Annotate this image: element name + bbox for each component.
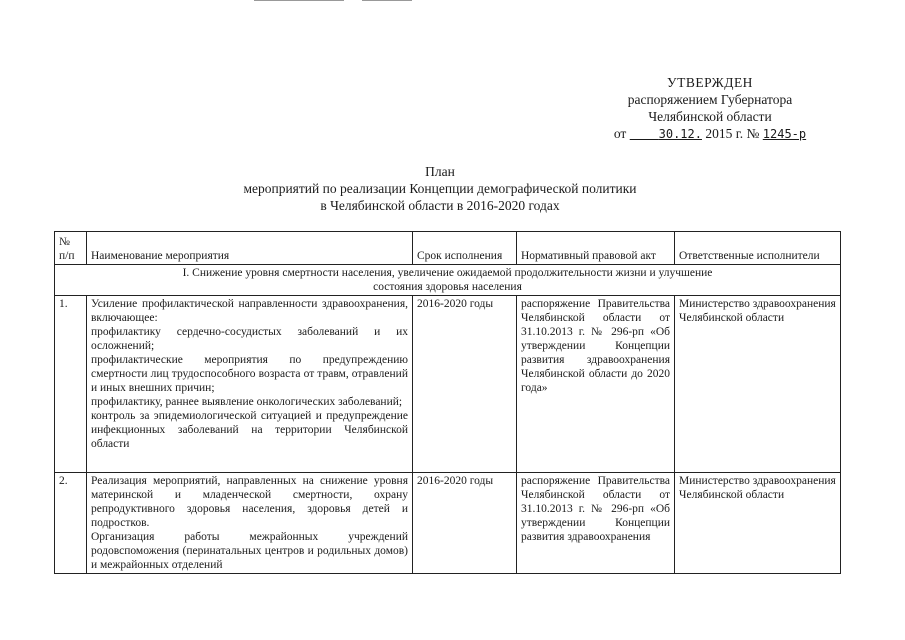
approval-block xyxy=(600,74,820,143)
row-name xyxy=(87,473,413,574)
row-term: 2016-2020 годы xyxy=(413,473,517,574)
row-responsible: Министерство здравоохранения Челябинской области xyxy=(675,296,841,473)
scan-edge-line xyxy=(254,0,344,1)
approval-date-line xyxy=(600,125,820,143)
measure-line: профилактику сердечно-сосудистых заболеваний и их осложнений; xyxy=(91,326,408,352)
table-row xyxy=(55,473,841,574)
row-term: 2016-2020 годы xyxy=(413,296,517,473)
row-name xyxy=(87,296,413,473)
row-responsible: Министерство здравоохранения Челябинской области xyxy=(675,473,841,574)
header-name: Наименование мероприятия xyxy=(87,232,413,265)
date-prefix: от xyxy=(613,126,627,141)
measure-line: профилактические мероприятия по предупреждению смертности лиц трудоспособного возраста от травм, отравлений и иных внешних причин; xyxy=(91,354,408,394)
section-title: I. Снижение уровня смертности населения, увеличение ожидаемой продолжительности жизни и улучшение состояния здоровья населения xyxy=(55,265,841,296)
approval-line-2: Челябинской области xyxy=(648,109,772,124)
scan-edge-line xyxy=(362,0,412,1)
header-act: Нормативный правовой акт xyxy=(517,232,675,265)
section-row xyxy=(55,265,841,296)
date-value: 30.12. xyxy=(658,127,702,141)
measure-line: Усиление профилактической направленности здравоохранения, включающее: xyxy=(91,298,408,324)
row-num: 2. xyxy=(55,473,87,574)
document-number: 1245-р xyxy=(762,127,807,141)
measure-line: контроль за эпидемиологической ситуацией и предупреждение инфекционных заболеваний на территории Челябинской области xyxy=(91,410,408,450)
plan-subtitle-2: в Челябинской области в 2016-2020 годах xyxy=(320,198,560,213)
measure-line: Реализация мероприятий, направленных на снижение уровня материнской и младенческой смертности, охрану репродуктивного здоровья населения, здоровья детей и подростков. xyxy=(91,475,408,529)
table-row xyxy=(55,296,841,473)
row-act: распоряжение Правительства Челябинской области от 31.10.2013 г. № 296-рп «Об утверждении Концепции развития здравоохранения Челябинской области до 2020 года» xyxy=(517,296,675,473)
plan-title: План xyxy=(425,164,455,179)
date-mid: 2015 г. № xyxy=(705,126,760,141)
row-act: распоряжение Правительства Челябинской области от 31.10.2013 г. № 296-рп «Об утверждении Концепции развития здравоохранения xyxy=(517,473,675,574)
plan-heading xyxy=(180,163,700,214)
plan-subtitle-1: мероприятий по реализации Концепции демографической политики xyxy=(243,181,637,196)
approval-line-1: распоряжением Губернатора xyxy=(627,92,793,107)
row-num: 1. xyxy=(55,296,87,473)
header-num: № п/п xyxy=(55,232,87,265)
header-term: Срок исполнения xyxy=(413,232,517,265)
approval-title: УТВЕРЖДЕН xyxy=(667,75,753,90)
plan-table xyxy=(54,231,841,574)
measure-line: профилактику, раннее выявление онкологических заболеваний; xyxy=(91,396,403,408)
header-resp: Ответственные исполнители xyxy=(675,232,841,265)
table-header-row xyxy=(55,232,841,265)
measure-line: Организация работы межрайонных учреждений родовспоможения (перинатальных центров и родильных домов) и межрайонных отделений xyxy=(91,531,408,571)
